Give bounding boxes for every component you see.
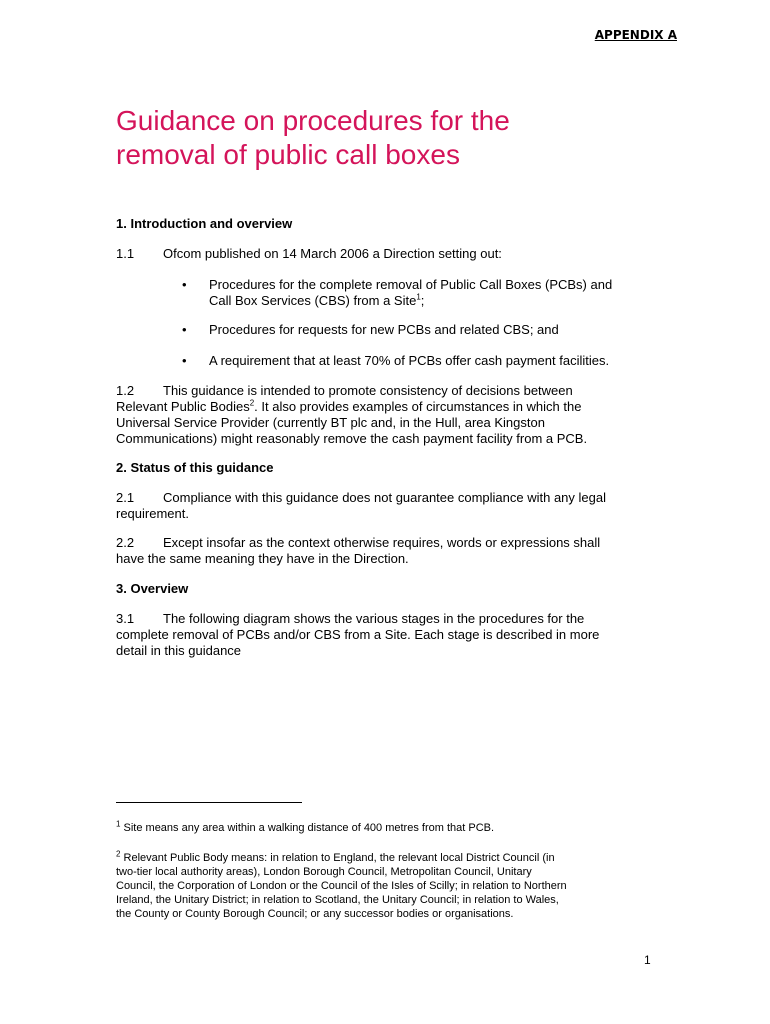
paragraph-line: Universal Service Provider (currently BT plc and, in the Hull, area Kingston [116, 415, 545, 430]
title-line-1: Guidance on procedures for the [116, 105, 510, 136]
bullet-icon: • [182, 277, 187, 292]
bullet-icon: • [182, 322, 187, 337]
section-2-heading: 2. Status of this guidance [116, 460, 274, 475]
paragraph-line: Relevant Public Bodies [116, 399, 250, 414]
footnote-line: Ireland, the Unitary District; in relation to Scotland, the Unitary Council; in relation to Wales, [116, 894, 559, 906]
bullet-text: Procedures for requests for new PCBs and related CBS; and [209, 322, 559, 337]
section-3-heading: 3. Overview [116, 581, 189, 596]
footnote-2 [116, 851, 656, 921]
paragraph-2-2 [116, 535, 661, 567]
paragraph-line: . It also provides examples of circumstances in which the [254, 399, 582, 414]
paragraph-line: This guidance is intended to promote consistency of decisions between [163, 383, 573, 398]
footnote-divider [116, 802, 302, 803]
bullet-line: Procedures for the complete removal of Public Call Boxes (PCBs) and [209, 277, 613, 292]
paragraph-number: 3.1 [116, 611, 135, 626]
paragraph-line: The following diagram shows the various stages in the procedures for the [163, 611, 585, 626]
paragraph-line: detail in this guidance [116, 643, 242, 658]
footnote-number: 2 [116, 849, 121, 859]
footnote-ref-2[interactable]: 2 [249, 398, 255, 408]
paragraph-line: have the same meaning they have in the Direction. [116, 551, 409, 566]
footnote-line: two-tier local authority areas), London Borough Council, Metropolitan Council, Unitary [116, 866, 532, 878]
footnote-line: Council, the Corporation of London or the Council of the Isles of Scilly; in relation to Northern [116, 880, 567, 892]
footnote-number: 1 [116, 819, 121, 829]
paragraph-1-2 [116, 383, 661, 447]
footnote-line: the County or County Borough Council; or any successor bodies or organisations. [116, 908, 514, 920]
page-number: 1 [644, 953, 651, 967]
paragraph-2-1 [116, 490, 661, 522]
footnote-1 [116, 821, 656, 835]
paragraph-number: 2.2 [116, 535, 135, 550]
section-1-heading: 1. Introduction and overview [116, 216, 293, 231]
title-line-2: removal of public call boxes [116, 139, 460, 170]
appendix-label: APPENDIX A [594, 28, 677, 42]
paragraph-line: Compliance with this guidance does not guarantee compliance with any legal [163, 490, 606, 505]
paragraph-line: Communications) might reasonably remove the cash payment facility from a PCB. [116, 431, 588, 446]
bullet-text: A requirement that at least 70% of PCBs offer cash payment facilities. [209, 353, 610, 368]
bullet-icon: • [182, 353, 187, 368]
paragraph-text: Ofcom published on 14 March 2006 a Direction setting out: [163, 246, 502, 261]
paragraph-3-1 [116, 611, 661, 659]
page-title [116, 104, 656, 172]
bullet-line [209, 293, 659, 309]
footnote-ref-1[interactable]: 1 [416, 292, 421, 302]
bullet-line-text: Call Box Services (CBS) from a Site [209, 293, 417, 308]
bullet-text [209, 277, 659, 309]
paragraph-line: requirement. [116, 506, 189, 521]
paragraph-number: 1.1 [116, 246, 135, 261]
paragraph-line: Except insofar as the context otherwise requires, words or expressions shall [163, 535, 601, 550]
paragraph-number: 1.2 [116, 383, 135, 398]
footnote-line: Relevant Public Body means: in relation to England, the relevant local District Council (in [123, 852, 555, 864]
paragraph-number: 2.1 [116, 490, 135, 505]
footnote-line: Site means any area within a walking distance of 400 metres from that PCB. [123, 822, 495, 834]
paragraph-1-1 [116, 246, 661, 262]
paragraph-line: complete removal of PCBs and/or CBS from a Site. Each stage is described in more [116, 627, 600, 642]
bullet-line-text: ; [420, 293, 425, 308]
